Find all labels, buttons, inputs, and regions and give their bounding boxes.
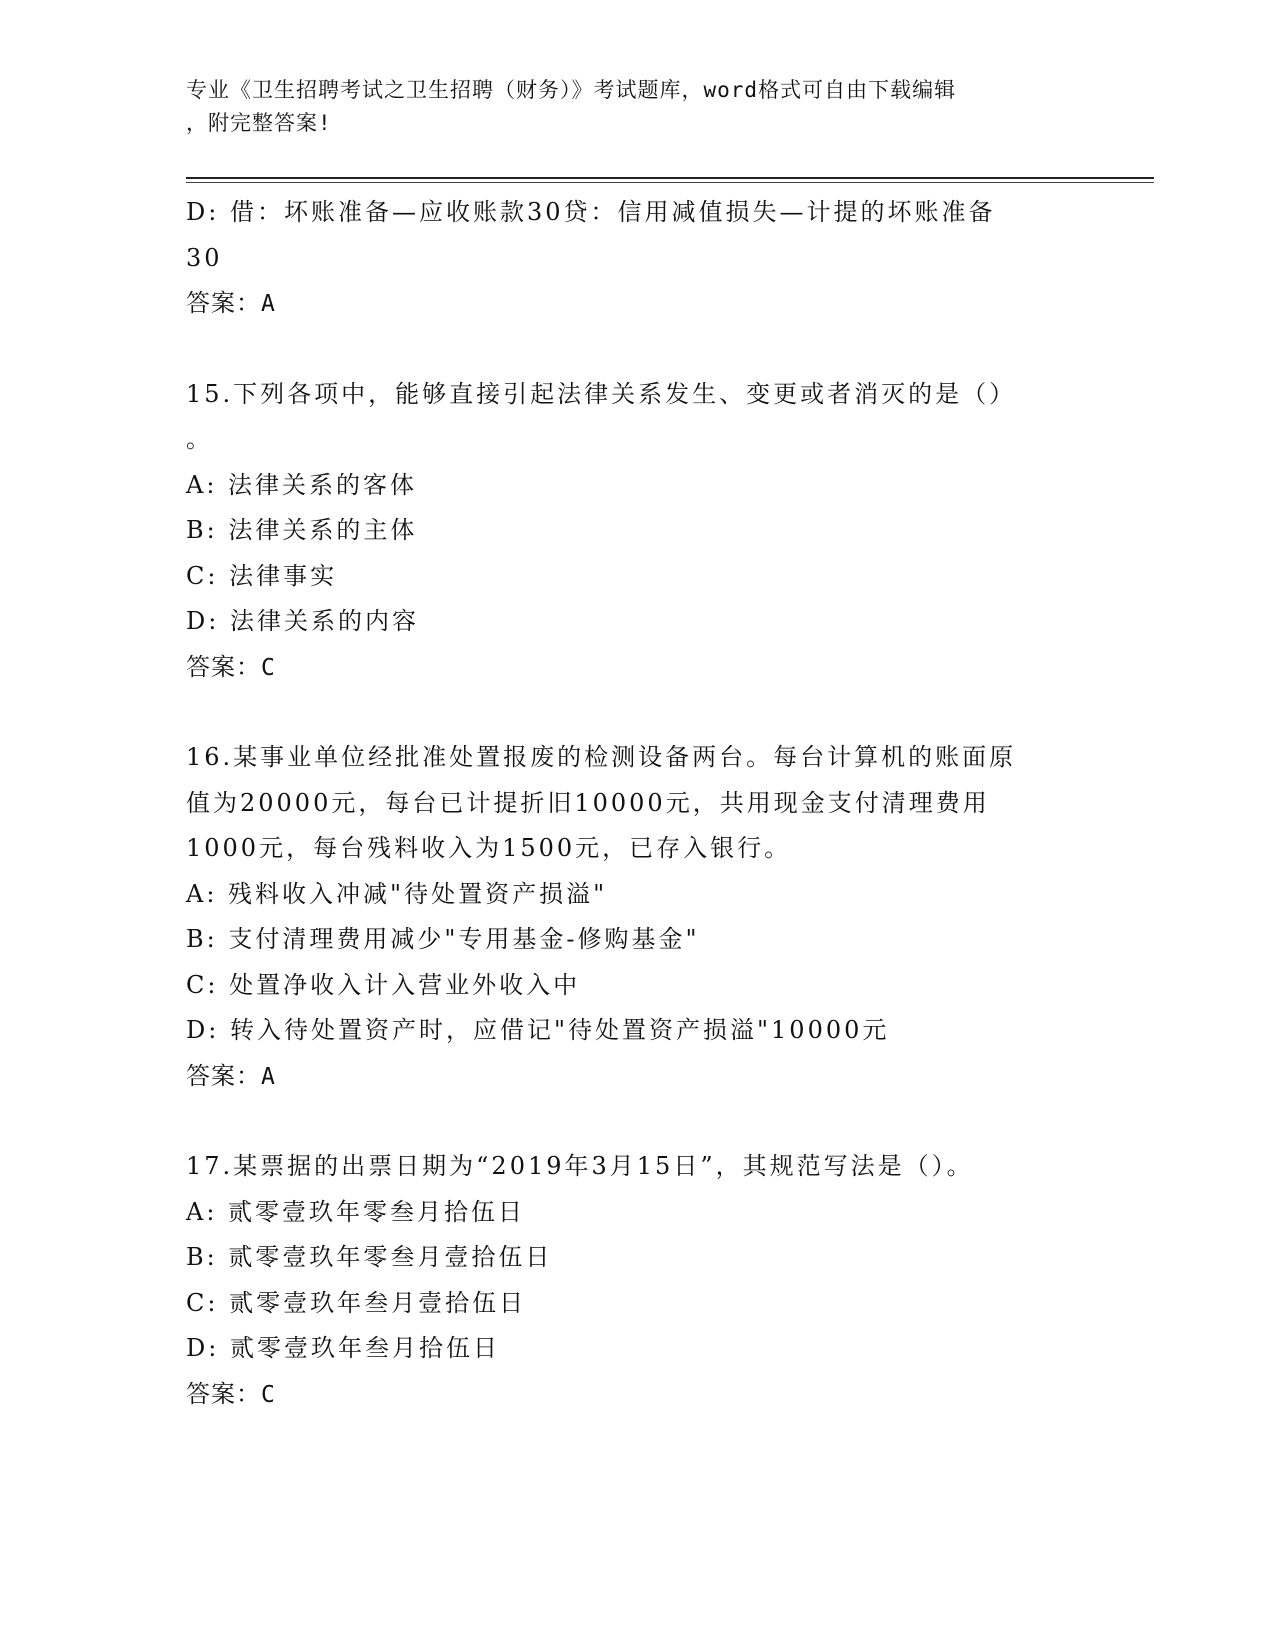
answer-line (186, 1372, 1086, 1418)
answer-label: 答案： (186, 289, 261, 317)
answer-value: C (261, 1381, 276, 1408)
answer-value: A (261, 291, 276, 317)
document-header (186, 74, 1086, 140)
answer-value: C (261, 654, 276, 681)
option-c: C: 贰零壹玖年叁月壹拾伍日 (186, 1288, 527, 1317)
question-stem: 。 (186, 425, 213, 453)
question-spacer (186, 327, 1086, 372)
answer-label: 答案： (186, 1061, 261, 1090)
answer-line (186, 281, 1086, 327)
option-b: B: 贰零壹玖年零叁月壹拾伍日 (186, 1243, 553, 1271)
header-line-2: ，附完整答案! (186, 111, 332, 135)
answer-value: A (261, 1063, 276, 1090)
option-d: D: 转入待处置资产时，应借记"待处置资产损溢"10000元 (186, 1016, 890, 1044)
option-a: A: 贰零壹玖年零叁月拾伍日 (186, 1197, 526, 1226)
answer-line (186, 645, 1086, 691)
option-d: D: 贰零壹玖年叁月拾伍日 (186, 1334, 500, 1362)
question-15 (186, 372, 1086, 691)
option-a: A: 法律关系的客体 (186, 470, 418, 499)
question-17 (186, 1144, 1086, 1417)
question-stem: 17.某票据的出票日期为“2019年3月15日”，其规范写法是（）。 (186, 1152, 974, 1180)
previous-question-tail (186, 190, 1086, 327)
question-spacer (186, 690, 1086, 735)
option-d-continued: 30 (186, 243, 223, 272)
question-stem: 16.某事业单位经批准处置报废的检测设备两台。每台计算机的账面原 (186, 743, 1017, 771)
option-a: A: 残料收入冲减"待处置资产损溢" (186, 879, 608, 908)
option-d: D: 法律关系的内容 (186, 607, 419, 635)
answer-label: 答案： (186, 652, 261, 681)
option-b: B: 支付清理费用减少"专用基金-修购基金" (186, 925, 700, 953)
answer-line (186, 1054, 1086, 1100)
header-divider-thick (186, 177, 1154, 179)
question-stem: 值为20000元，每台已计提折旧10000元，共用现金支付清理费用 (186, 788, 990, 817)
option-d: D: 借：坏账准备—应收账款30贷：信用减值损失—计提的坏账准备 (186, 198, 996, 226)
question-spacer (186, 1099, 1086, 1144)
question-16 (186, 735, 1086, 1099)
option-c: C: 处置净收入计入营业外收入中 (186, 970, 581, 999)
header-line-1: 专业《卫生招聘考试之卫生招聘（财务）》考试题库，word格式可自由下载编辑 (186, 78, 957, 102)
question-stem: 15.下列各项中，能够直接引起法律关系发生、变更或者消灭的是（） (186, 379, 1017, 408)
question-stem: 1000元，每台残料收入为1500元，已存入银行。 (186, 834, 792, 862)
question-list (186, 190, 1086, 1417)
answer-label: 答案： (186, 1379, 261, 1408)
option-c: C: 法律事实 (186, 561, 338, 590)
option-b: B: 法律关系的主体 (186, 516, 418, 544)
header-divider-thin (186, 182, 1154, 183)
